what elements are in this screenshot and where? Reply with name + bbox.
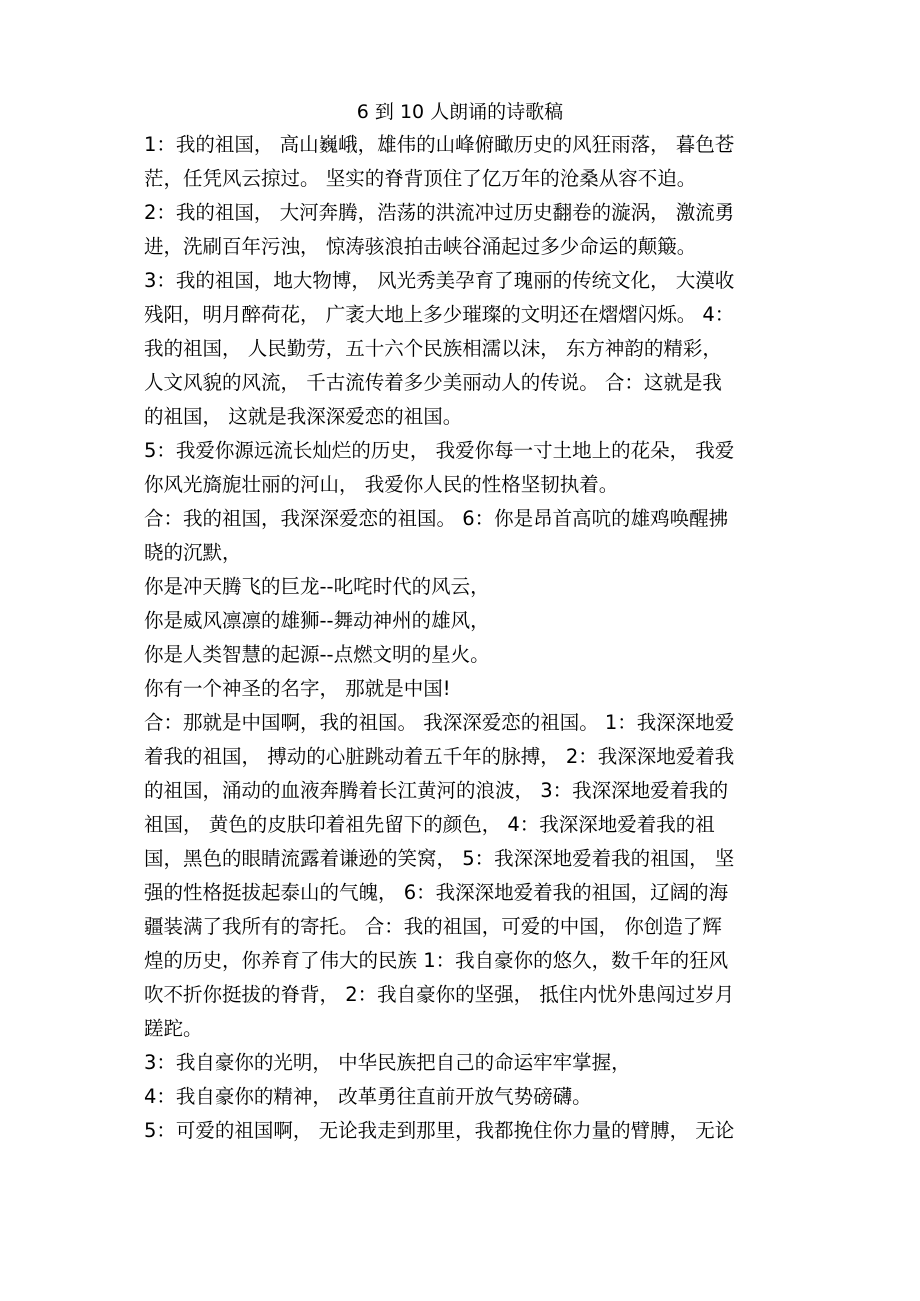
text-line: 3：我的祖国，地大物博， 风光秀美孕育了瑰丽的传统文化， 大漠收: [144, 269, 735, 292]
text-line: 的祖国， 这就是我深深爱恋的祖国。: [144, 405, 463, 428]
text-line: 4：我自豪你的精神， 改革勇往直前开放气势磅礴。: [144, 1085, 592, 1108]
text-line: 5：可爱的祖国啊， 无论我走到那里，我都挽住你力量的臂膊， 无论: [144, 1119, 735, 1142]
text-line: 煌的历史，你养育了伟大的民族 1：我自豪你的悠久，数千年的狂风: [144, 949, 729, 972]
text-line: 国，黑色的眼睛流露着谦逊的笑窝， 5：我深深地爱着我的祖国， 坚: [144, 847, 735, 870]
text-line: 我的祖国， 人民勤劳，五十六个民族相濡以沫， 东方神韵的精彩，: [144, 337, 722, 360]
text-line: 1：我的祖国， 高山巍峨，雄伟的山峰俯瞰历史的风狂雨落， 暮色苍: [144, 133, 735, 156]
text-line: 你是人类智慧的起源--点燃文明的星火。: [144, 643, 490, 666]
text-line: 你有一个神圣的名字， 那就是中国!: [144, 677, 451, 700]
text-line: 祖国， 黄色的皮肤印着祖先留下的颜色， 4：我深深地爱着我的祖: [144, 813, 715, 836]
text-line: 你是威风凛凛的雄狮--舞动神州的雄风，: [144, 609, 490, 632]
text-line: 人文风貌的风流， 千古流传着多少美丽动人的传说。 合：这就是我: [144, 371, 722, 394]
text-line: 3：我自豪你的光明， 中华民族把自己的命运牢牢掌握，: [144, 1051, 631, 1074]
text-line: 强的性格挺拔起泰山的气魄， 6：我深深地爱着我的祖国，辽阔的海: [144, 881, 729, 904]
text-line: 茫，任凭风云掠过。 坚实的脊背顶住了亿万年的沧桑从容不迫。: [144, 167, 697, 190]
text-line: 蹉跎。: [144, 1017, 203, 1040]
text-line: 晓的沉默，: [144, 541, 242, 564]
poem-title: 6 到 10 人朗诵的诗歌稿: [356, 101, 564, 123]
text-line: 你风光旖旎壮丽的河山， 我爱你人民的性格坚韧执着。: [144, 473, 619, 496]
text-line: 的祖国，涌动的血液奔腾着长江黄河的浪波， 3：我深深地爱着我的: [144, 779, 729, 802]
text-line: 你是冲天腾飞的巨龙--叱咤时代的风云，: [144, 575, 490, 598]
text-line: 合：我的祖国，我深深爱恋的祖国。 6：你是昂首高吭的雄鸡唤醒拂: [144, 507, 729, 530]
text-line: 合：那就是中国啊，我的祖国。 我深深爱恋的祖国。 1：我深深地爱: [144, 711, 735, 734]
text-line: 疆装满了我所有的寄托。 合：我的祖国，可爱的中国， 你创造了辉: [144, 915, 722, 938]
text-line: 进，洗刷百年污浊， 惊涛骇浪拍击峡谷涌起过多少命运的颠簸。: [144, 235, 697, 258]
text-line: 5：我爱你源远流长灿烂的历史， 我爱你每一寸土地上的花朵， 我爱: [144, 439, 735, 462]
text-line: 残阳，明月醉荷花， 广袤大地上多少璀璨的文明还在熠熠闪烁。 4：: [144, 303, 735, 326]
text-line: 吹不折你挺拔的脊背， 2：我自豪你的坚强， 抵住内忧外患闯过岁月: [144, 983, 735, 1006]
text-line: 2：我的祖国， 大河奔腾，浩荡的洪流冲过历史翻卷的漩涡， 激流勇: [144, 201, 735, 224]
text-line: 着我的祖国， 搏动的心脏跳动着五千年的脉搏， 2：我深深地爱着我: [144, 745, 735, 768]
